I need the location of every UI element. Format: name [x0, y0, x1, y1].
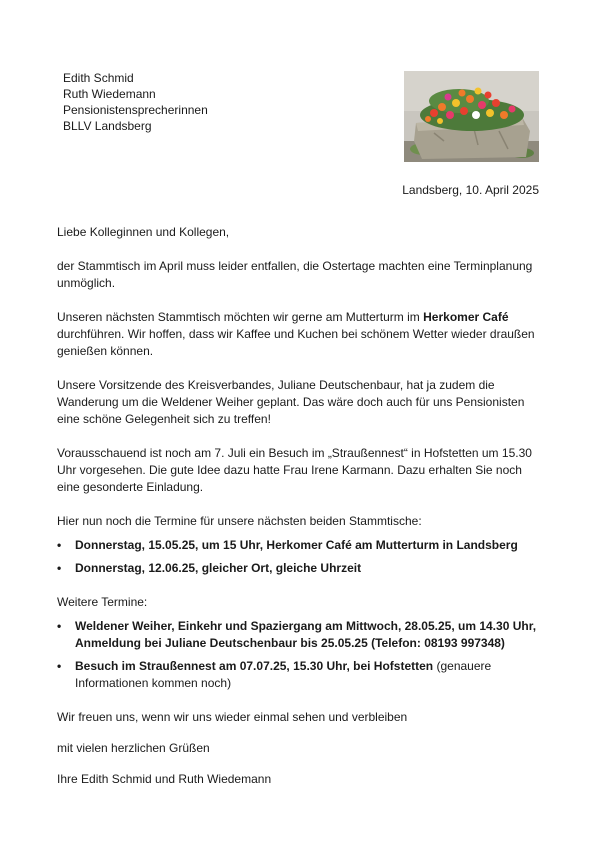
- paragraph-outlook: Vorausschauend ist noch am 7. Juli ein Besuch im „Straußennest“ in Hofstetten um 15.30 Uhr vorgesehen. Die gute Idee dazu hatte Frau Irene Karmann. Dazu erhalten Sie noch eine gesonderte Einladung.: [57, 446, 532, 494]
- list-item: [57, 618, 541, 652]
- bullet: •: [57, 561, 62, 575]
- list-item: [57, 658, 541, 692]
- closing-line: Wir freuen uns, wenn wir uns wieder einmal sehen und verbleiben: [57, 710, 408, 724]
- list-item: [57, 560, 541, 577]
- list-item: [57, 537, 541, 554]
- sender-block: [63, 70, 208, 134]
- bullet: •: [57, 538, 62, 552]
- further-dates-heading: Weitere Termine:: [57, 595, 148, 609]
- bullet: •: [57, 659, 62, 673]
- salutation: Liebe Kolleginnen und Kollegen,: [57, 225, 230, 239]
- stammtisch-date-2: Donnerstag, 12.06.25, gleicher Ort, gleiche Uhrzeit: [75, 561, 362, 575]
- sender-organization: BLLV Landsberg: [63, 119, 152, 133]
- further-dates-list: [57, 618, 541, 692]
- letter-body: [57, 224, 541, 788]
- further-date-2-normal: (genauere Informationen kommen noch): [75, 659, 492, 690]
- cafe-name: Herkomer Café: [423, 310, 509, 324]
- paragraph-next-meeting: [57, 309, 541, 360]
- paragraph-next-meeting-text-2: durchführen. Wir hoffen, dass wir Kaffee und Kuchen bei schönem Wetter wieder draußen genießen können.: [57, 327, 535, 358]
- stammtisch-list: [57, 537, 541, 577]
- signature: Ihre Edith Schmid und Ruth Wiedemann: [57, 772, 272, 786]
- further-date-1-bold: Weldener Weiher, Einkehr und Spaziergang am Mittwoch, 28.05.25, um 14.30 Uhr, Anmeldung bei Juliane Deutschenbaur bis 25.05.25 (Telefon: 08193 997348): [75, 619, 537, 650]
- paragraph-dates-intro: Hier nun noch die Termine für unsere nächsten beiden Stammtische:: [57, 514, 422, 528]
- further-date-2-bold: Besuch im Straußennest am 07.07.25, 15.30 Uhr, bei Hofstetten: [75, 659, 434, 673]
- bullet: •: [57, 619, 62, 633]
- paragraph-hike: Unsere Vorsitzende des Kreisverbandes, Juliane Deutschenbaur, hat ja zudem die Wanderung um die Weldener Weiher geplant. Das wäre doch auch für uns Pensionisten eine schöne Gelegenheit sich zu treffen!: [57, 378, 525, 426]
- sender-name-1: Edith Schmid: [63, 71, 134, 85]
- stammtisch-date-1: Donnerstag, 15.05.25, um 15 Uhr, Herkomer Café am Mutterturm in Landsberg: [75, 538, 518, 552]
- greeting-line: mit vielen herzlichen Grüßen: [57, 741, 210, 755]
- sender-role: Pensionistensprecherinnen: [63, 103, 208, 117]
- sender-name-2: Ruth Wiedemann: [63, 87, 156, 101]
- paragraph-next-meeting-text-1: Unseren nächsten Stammtisch möchten wir gerne am Mutterturm im: [57, 310, 424, 324]
- paragraph-cancellation: der Stammtisch im April muss leider entfallen, die Ostertage machten eine Terminplanung unmöglich.: [57, 259, 533, 290]
- letter-date: Landsberg, 10. April 2025: [402, 183, 539, 197]
- flower-planter-photo: [404, 71, 539, 162]
